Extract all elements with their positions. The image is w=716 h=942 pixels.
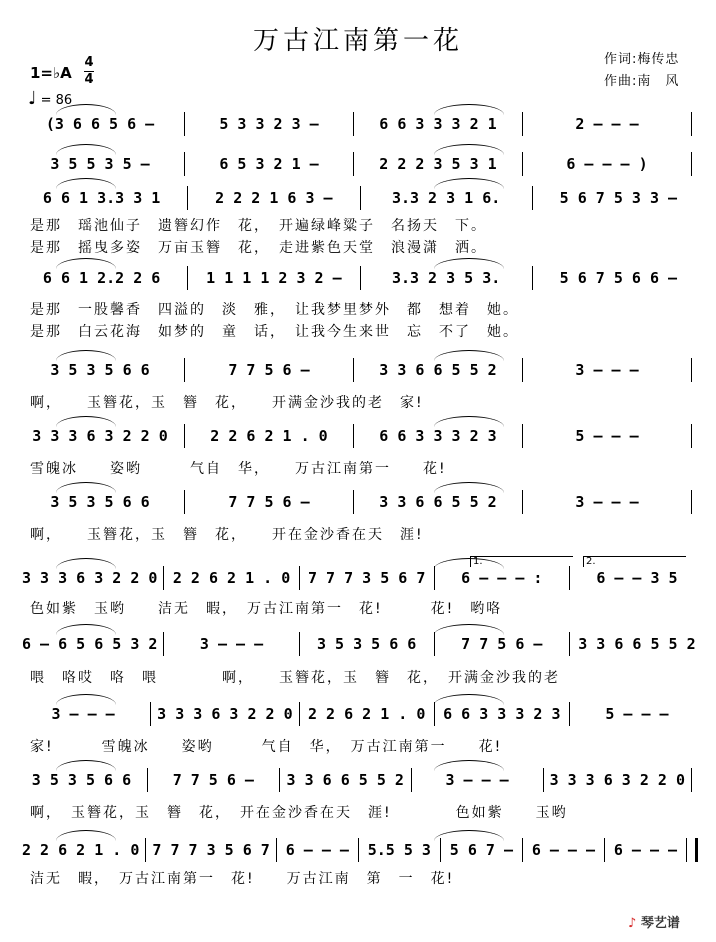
slur-mark: [434, 104, 504, 115]
measure: 6 – – –: [531, 841, 596, 859]
barline: [358, 838, 359, 862]
measure: 6 5 3 2 1 –: [219, 155, 319, 173]
measure: 2 2 2 1 6 3 –: [215, 189, 333, 207]
barline: [353, 424, 354, 448]
slur-mark: [434, 144, 504, 155]
measure: 6 – 6 5 6 5 3 2: [22, 635, 158, 653]
slur-mark: [56, 558, 116, 569]
time-signature: [84, 56, 94, 87]
measure: 7 7 7 3 5 6 7: [307, 569, 426, 587]
measure: 3 5 3 5 6 6: [50, 493, 150, 511]
lyric-line: 是那 瑶池仙子 遗簪幻作 花， 开遍绿峰粱子 名扬天 下。: [30, 218, 487, 234]
measure: 3 3 6 6 5 5 2: [379, 493, 497, 511]
slur-mark: [434, 350, 504, 361]
barline: [299, 632, 300, 656]
score-line: [22, 838, 698, 862]
note-line: [22, 632, 698, 656]
measure: 7 7 7 3 5 6 7: [152, 841, 270, 859]
measure: 3 3 3 6 3 2 2 0: [549, 771, 686, 789]
measure: 3 – – –: [51, 705, 115, 723]
measure: 5.5 5 3: [367, 841, 431, 859]
barline: [691, 490, 692, 514]
measure: 3 3 3 6 3 2 2 0: [22, 569, 158, 587]
barline: [353, 112, 354, 136]
measure: 6 – – –: [285, 841, 349, 859]
barline: [353, 152, 354, 176]
lyric-line: 是那 摇曳多姿 万亩玉簪 花， 走进紫色天堂 浪漫潇 洒。: [30, 240, 487, 256]
slur-mark: [56, 144, 116, 155]
barline: [276, 838, 277, 862]
slur-mark: [56, 760, 116, 771]
slur-mark: [434, 760, 504, 771]
lyric-line: 啊， 玉簪花，玉 簪 花， 开满金沙我的老 家!: [30, 395, 424, 411]
score-line: [22, 112, 698, 136]
tempo-value: = 86: [40, 93, 73, 108]
measure: 7 7 5 6 –: [228, 493, 310, 511]
key-signature: 1=♭A: [30, 64, 72, 82]
slur-mark: [434, 178, 504, 189]
note-line: [22, 490, 698, 514]
barline: [532, 266, 533, 290]
slur-mark: [56, 416, 116, 427]
measure: 6 – – –: [613, 841, 678, 859]
barline: [691, 358, 692, 382]
measure: 3 – – –: [445, 771, 509, 789]
note-line: [22, 266, 698, 290]
barline: [522, 112, 523, 136]
measure: 5 6 7 5 6 6 –: [559, 269, 678, 287]
measure: 2 – – –: [575, 115, 639, 133]
measure: 6 6 3 3 3 2 3: [379, 427, 497, 445]
measure: 3 5 3 5 6 6: [31, 771, 132, 789]
slur-mark: [56, 350, 116, 361]
barline: [434, 702, 435, 726]
measure: 5 6 7 –: [449, 841, 513, 859]
slur-mark: [434, 624, 504, 635]
measure: 3.3 2 3 1 6.: [391, 189, 501, 207]
barline: [691, 424, 692, 448]
measure: 3 5 3 5 6 6: [317, 635, 417, 653]
note-line: [22, 768, 698, 792]
note-line: [22, 186, 698, 210]
barline: [522, 358, 523, 382]
barline: [184, 358, 185, 382]
measure: 7 7 5 6 –: [228, 361, 310, 379]
measure: 6 6 3 3 3 2 1: [379, 115, 497, 133]
barline: [150, 702, 151, 726]
score-line: [22, 702, 698, 726]
score-line: [22, 152, 698, 176]
lyric-line: 家! 雪魄冰 姿哟 气自 华， 万古江南第一 花!: [30, 739, 503, 755]
barline: [184, 490, 185, 514]
slur-mark: [56, 694, 116, 705]
score-line: [22, 768, 698, 792]
barline: [604, 838, 605, 862]
barline: [187, 186, 188, 210]
watermark-logo: [628, 912, 680, 931]
barline: [569, 632, 570, 656]
score-line: [22, 266, 698, 290]
slur-mark: [434, 694, 504, 705]
slur-mark: [56, 482, 116, 493]
measure: 6 – – – ): [566, 155, 648, 173]
score-line: [22, 566, 698, 590]
score-line: [22, 424, 698, 448]
measure: 6 – – 3 5: [596, 569, 678, 587]
barline: [522, 424, 523, 448]
barline: [353, 490, 354, 514]
measure: (3 6 6 5 6 –: [45, 115, 155, 133]
note-line: [22, 702, 698, 726]
measure: 3 3 6 6 5 5 2: [578, 635, 696, 653]
slur-mark: [56, 178, 116, 189]
measure: 3 – – –: [199, 635, 264, 653]
note-line: [22, 358, 698, 382]
lyric-line: 洁无 暇， 万古江南第一 花! 万古江南 第 一 花!: [30, 871, 455, 887]
lyric-line: 是那 一股馨香 四溢的 淡 雅， 让我梦里梦外 都 想着 她。: [30, 302, 519, 318]
barline: [353, 358, 354, 382]
note-line: [22, 838, 698, 862]
note-line: [22, 152, 698, 176]
score-line: [22, 632, 698, 656]
barline: [360, 186, 361, 210]
measure: 3 3 6 6 5 5 2: [286, 771, 404, 789]
quarter-note-icon: ♩: [28, 88, 37, 109]
note-line: [22, 424, 698, 448]
measure: 5 6 7 5 3 3 –: [559, 189, 678, 207]
barline: [532, 186, 533, 210]
measure: 5 3 3 2 3 –: [219, 115, 319, 133]
slur-mark: [56, 258, 116, 269]
barline: [440, 838, 441, 862]
barline: [145, 838, 146, 862]
barline: [299, 566, 300, 590]
volta-second-label: 2.: [583, 556, 686, 567]
barline: [299, 702, 300, 726]
lyric-line: 是那 白云花海 如梦的 童 话， 让我今生来世 忘 不了 她。: [30, 324, 519, 340]
barline: [691, 768, 692, 792]
measure: 3 – – –: [575, 361, 639, 379]
note-line: [22, 112, 698, 136]
meter-top: 4: [84, 55, 94, 70]
lyric-line: 啊， 玉簪花，玉 簪 花， 开在金沙香在天 涯!: [30, 527, 424, 543]
measure: 6 6 3 3 3 2 3: [443, 705, 561, 723]
measure: 6 6 1 2.2 2 6: [42, 269, 161, 287]
score-line: [22, 358, 698, 382]
lyric-line: 喂 咯哎 咯 喂 啊， 玉簪花，玉 簪 花， 开满金沙我的老: [30, 670, 560, 686]
meter-bottom: 4: [84, 72, 94, 87]
slur-mark: [434, 258, 504, 269]
lyric-line: 雪魄冰 姿哟 气自 华， 万古江南第一 花!: [30, 461, 447, 477]
barline: [434, 566, 435, 590]
barline: [163, 566, 164, 590]
measure: 3 3 3 6 3 2 2 0: [157, 705, 293, 723]
final-barline: [695, 838, 698, 862]
measure: 6 – – – :: [461, 569, 543, 587]
measure: 3 5 5 3 5 –: [50, 155, 150, 173]
measure: 6 6 1 3.3 3 1: [42, 189, 161, 207]
barline: [187, 266, 188, 290]
score-line: [22, 186, 698, 210]
barline: [522, 838, 523, 862]
slur-mark: [434, 416, 504, 427]
barline: [569, 702, 570, 726]
barline: [279, 768, 280, 792]
barline: [163, 632, 164, 656]
lyricist-credit: 作词:梅传忠: [604, 52, 680, 67]
barline: [543, 768, 544, 792]
barline: [184, 424, 185, 448]
measure: 3 5 3 5 6 6: [50, 361, 150, 379]
measure: 5 – – –: [575, 427, 639, 445]
measure: 2 2 6 2 1 . 0: [210, 427, 328, 445]
measure: 1 1 1 1 2 3 2 –: [206, 269, 342, 287]
measure: 7 7 5 6 –: [461, 635, 543, 653]
barline: [522, 152, 523, 176]
measure: 3 3 3 6 3 2 2 0: [32, 427, 168, 445]
barline: [691, 112, 692, 136]
lyric-line: 色如紫 玉哟 洁无 暇， 万古江南第一 花! 花! 哟咯: [30, 601, 503, 617]
measure: 3 – – –: [575, 493, 639, 511]
volta-first-label: 1.: [470, 556, 573, 567]
measure: 2 2 6 2 1 . 0: [172, 569, 291, 587]
slur-mark: [434, 830, 504, 841]
measure: 2 2 2 3 5 3 1: [379, 155, 497, 173]
measure: 7 7 5 6 –: [172, 771, 254, 789]
measure: 3.3 2 3 5 3.: [391, 269, 501, 287]
composer-credit: 作曲:南 风: [604, 74, 680, 89]
barline: [686, 838, 687, 862]
barline: [147, 768, 148, 792]
barline: [522, 490, 523, 514]
measure: 3 3 6 6 5 5 2: [379, 361, 497, 379]
barline: [434, 632, 435, 656]
watermark-text: 琴艺谱: [640, 916, 680, 931]
slur-mark: [434, 482, 504, 493]
barline: [184, 112, 185, 136]
page-title: 万古江南第一花: [252, 26, 463, 56]
measure: 5 – – –: [605, 705, 669, 723]
slur-mark: [56, 624, 116, 635]
barline: [411, 768, 412, 792]
slur-mark: [56, 830, 116, 841]
barline: [360, 266, 361, 290]
note-line: [22, 566, 698, 590]
music-note-icon: ♪: [628, 916, 637, 931]
measure: 2 2 6 2 1 . 0: [307, 705, 426, 723]
measure: 2 2 6 2 1 . 0: [22, 841, 140, 859]
barline: [691, 152, 692, 176]
score-line: [22, 490, 698, 514]
barline: [184, 152, 185, 176]
lyric-line: 啊， 玉簪花，玉 簪 花， 开在金沙香在天 涯! 色如紫 玉哟: [30, 805, 568, 821]
barline: [569, 566, 570, 590]
